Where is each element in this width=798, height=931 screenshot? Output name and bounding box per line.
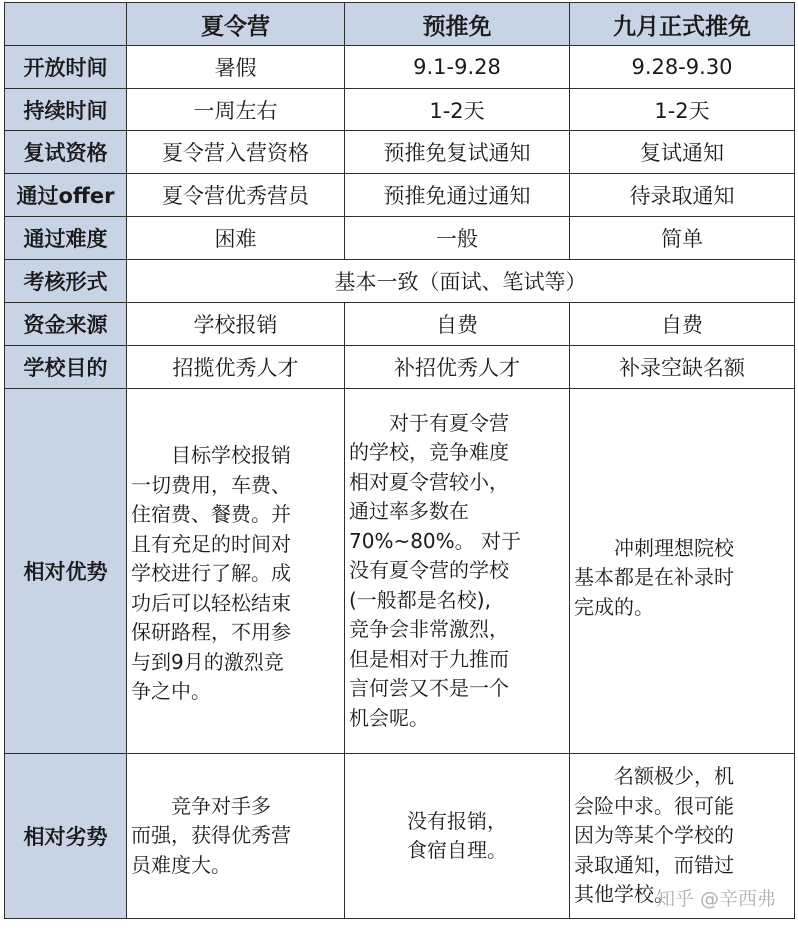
- table-cell: 自费: [345, 303, 570, 346]
- table-cell: 简单: [570, 217, 795, 260]
- row-label: 持续时间: [5, 89, 127, 131]
- header-corner: [5, 3, 127, 46]
- table-row: [5, 260, 795, 303]
- table-cell: 一周左右: [127, 89, 345, 131]
- advantage-september-recommendation: 冲刺理想院校 基本都是在补录时 完成的。: [570, 389, 795, 754]
- header-september-recommendation: 九月正式推免: [570, 3, 795, 46]
- table-row: [5, 174, 795, 217]
- disadvantage-summer-camp: 竞争对手多 而强，获得优秀营 员难度大。: [127, 754, 345, 919]
- table-cell: 学校报销: [127, 303, 345, 346]
- table-row: [5, 131, 795, 174]
- table-cell: 自费: [570, 303, 795, 346]
- table-cell: 9.28-9.30: [570, 46, 795, 89]
- table-row: [5, 217, 795, 260]
- table-cell: 9.1-9.28: [345, 46, 570, 89]
- disadvantage-pre-recommendation: 没有报销， 食宿自理。: [345, 754, 570, 919]
- table-cell: 夏令营入营资格: [127, 131, 345, 174]
- advantage-summer-camp: 目标学校报销 一切费用，车费、 住宿费、餐费。并 且有充足的时间对 学校进行了解。成 功后可以轻松结束 保研路程，不用参 与到9月的激烈竞 争之中。: [127, 389, 345, 754]
- table-cell: 一般: [345, 217, 570, 260]
- row-label: 相对劣势: [5, 754, 127, 919]
- row-label: 考核形式: [5, 260, 127, 303]
- table-cell: 预推免通过通知: [345, 174, 570, 217]
- row-label: 资金来源: [5, 303, 127, 346]
- row-label: 通过难度: [5, 217, 127, 260]
- row-label: 开放时间: [5, 46, 127, 89]
- table-cell: 补招优秀人才: [345, 346, 570, 389]
- table-cell: 夏令营优秀营员: [127, 174, 345, 217]
- table-cell: 1-2天: [345, 89, 570, 131]
- header-summer-camp: 夏令营: [127, 3, 345, 46]
- merged-cell: 基本一致（面试、笔试等）: [127, 260, 795, 303]
- table-cell: 1-2天: [570, 89, 795, 131]
- comparison-table: [4, 2, 795, 919]
- table-cell: 招揽优秀人才: [127, 346, 345, 389]
- advantages-row: [5, 389, 795, 754]
- watermark-text: 知乎 @辛西弗: [655, 888, 776, 910]
- table-row: [5, 89, 795, 131]
- advantage-pre-recommendation: 对于有夏令营 的学校，竞争难度 相对夏令营较小， 通过率多数在 70%~80%。 对于 没有夏令营的学校 (一般都是名校), 竞争会非常激烈， 但是相对于九推而 言何尝又不是一个 机会呢。: [345, 389, 570, 754]
- disadvantage-september-recommendation: 名额极少，机 会险中求。很可能 因为等某个学校的 录取通知，而错过 其他学校。: [570, 754, 795, 919]
- table-row: [5, 303, 795, 346]
- row-label: 相对优势: [5, 389, 127, 754]
- table-cell: 困难: [127, 217, 345, 260]
- row-label: 通过offer: [5, 174, 127, 217]
- table-cell: 补录空缺名额: [570, 346, 795, 389]
- row-label: 复试资格: [5, 131, 127, 174]
- table-row: [5, 46, 795, 89]
- table-cell: 复试通知: [570, 131, 795, 174]
- table-header-row: [5, 3, 795, 46]
- table-cell: 暑假: [127, 46, 345, 89]
- table-cell: 预推免复试通知: [345, 131, 570, 174]
- table-cell: 待录取通知: [570, 174, 795, 217]
- row-label: 学校目的: [5, 346, 127, 389]
- header-pre-recommendation: 预推免: [345, 3, 570, 46]
- table-row: [5, 346, 795, 389]
